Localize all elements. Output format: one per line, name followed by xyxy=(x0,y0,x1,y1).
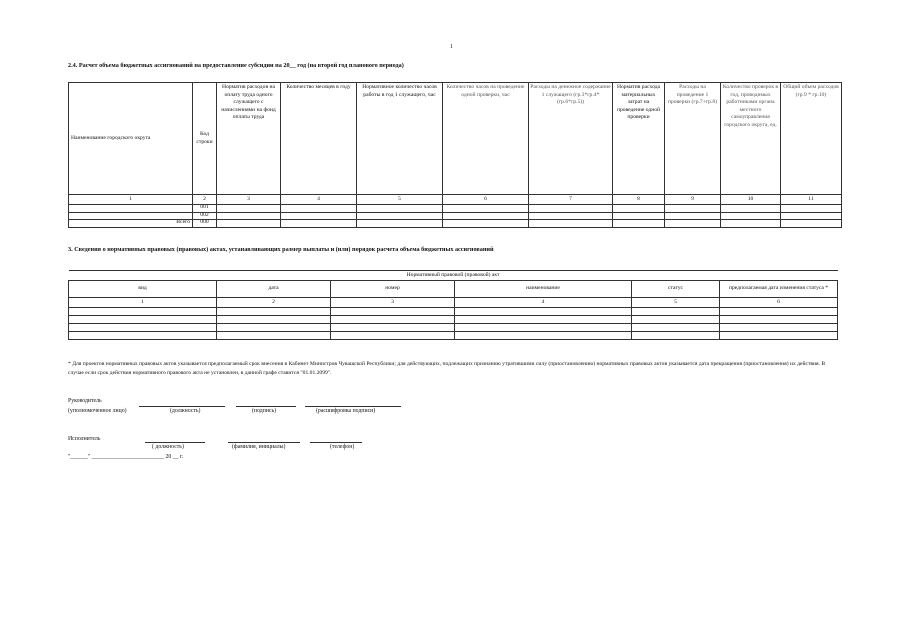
executor-label: Исполнитель xyxy=(68,436,101,442)
executor-caption-phone: (телефон) xyxy=(330,444,355,450)
table-row xyxy=(69,212,842,220)
col-number: 4 xyxy=(455,298,632,308)
table-cell[interactable] xyxy=(720,308,838,316)
table-cell[interactable] xyxy=(217,324,331,332)
table-cell[interactable] xyxy=(781,205,842,213)
executor-position-line[interactable] xyxy=(145,442,205,443)
header-col-4: Количество месяцев в году xyxy=(281,83,357,195)
table-cell[interactable] xyxy=(217,205,281,213)
head-caption-signature: (подпись) xyxy=(252,408,277,414)
column-number-row xyxy=(69,195,842,205)
col-number: 2 xyxy=(193,195,217,205)
row-label xyxy=(69,205,193,213)
executor-caption-name: (фамилия, инициалы) xyxy=(232,444,286,450)
legal-acts-table xyxy=(68,270,838,340)
table-header-row xyxy=(69,281,838,298)
table-cell[interactable] xyxy=(443,212,529,220)
col-number: 11 xyxy=(781,195,842,205)
table-cell[interactable] xyxy=(665,205,721,213)
table-cell[interactable] xyxy=(357,205,443,213)
row-code: 000 xyxy=(193,220,217,228)
head-name-line[interactable] xyxy=(305,406,401,407)
table-cell[interactable] xyxy=(632,332,720,340)
table-cell[interactable] xyxy=(632,308,720,316)
table-cell[interactable] xyxy=(529,220,613,228)
table-cell[interactable] xyxy=(720,316,838,324)
table-header-row xyxy=(69,83,842,195)
table-cell[interactable] xyxy=(665,220,721,228)
header-col-10: Количество проверок в год, проводимых работниками органа местного самоуправления городского округа, ед. xyxy=(721,83,781,195)
table-cell[interactable] xyxy=(281,220,357,228)
group-header: Нормативный правовой (правовой) акт xyxy=(69,271,838,281)
col-number: 6 xyxy=(720,298,838,308)
table-cell[interactable] xyxy=(781,212,842,220)
table-cell[interactable] xyxy=(281,212,357,220)
table-cell[interactable] xyxy=(455,324,632,332)
table-cell[interactable] xyxy=(69,332,217,340)
header-col-9: Расходы на проведение 1 проверки (гр.7+гр.8) xyxy=(665,83,721,195)
row-label xyxy=(69,212,193,220)
table-cell[interactable] xyxy=(613,205,665,213)
table-cell[interactable] xyxy=(721,212,781,220)
table-cell[interactable] xyxy=(455,316,632,324)
table-cell[interactable] xyxy=(613,212,665,220)
table-cell[interactable] xyxy=(781,220,842,228)
header-status: статус xyxy=(632,281,720,298)
table-cell[interactable] xyxy=(613,220,665,228)
group-header-row xyxy=(69,271,838,281)
header-line-code: Код строки xyxy=(193,83,217,195)
col-number: 5 xyxy=(357,195,443,205)
table-cell[interactable] xyxy=(331,332,455,340)
table-cell[interactable] xyxy=(665,212,721,220)
table-cell[interactable] xyxy=(443,205,529,213)
col-number: 1 xyxy=(69,298,217,308)
header-status-change-date: предполагаемая дата изменения статуса * xyxy=(720,281,838,298)
header-title: наименование xyxy=(455,281,632,298)
col-number: 5 xyxy=(632,298,720,308)
table-cell[interactable] xyxy=(69,324,217,332)
head-caption-authorized: (уполномоченное лицо) xyxy=(68,408,127,414)
table-cell[interactable] xyxy=(357,220,443,228)
table-cell[interactable] xyxy=(69,316,217,324)
col-number: 9 xyxy=(665,195,721,205)
col-number: 3 xyxy=(217,195,281,205)
table-cell[interactable] xyxy=(217,332,331,340)
table-cell[interactable] xyxy=(632,316,720,324)
table-cell[interactable] xyxy=(721,205,781,213)
header-col-11: Общий объем расходов (гр.9 * гр.10) xyxy=(781,83,842,195)
executor-caption-position: ( должность) xyxy=(152,444,184,450)
head-caption-name: (расшифровка подписи) xyxy=(316,408,376,414)
table-cell[interactable] xyxy=(217,220,281,228)
page-number: 1 xyxy=(450,44,453,50)
subsidy-calculation-table xyxy=(68,82,842,228)
table-row xyxy=(69,308,838,316)
table-cell[interactable] xyxy=(720,332,838,340)
col-number: 4 xyxy=(281,195,357,205)
col-number: 7 xyxy=(529,195,613,205)
head-position-line[interactable] xyxy=(139,406,225,407)
table-cell[interactable] xyxy=(529,205,613,213)
table-cell[interactable] xyxy=(529,212,613,220)
col-number: 2 xyxy=(217,298,331,308)
table-cell[interactable] xyxy=(455,308,632,316)
row-code: 002 xyxy=(193,212,217,220)
col-number: 6 xyxy=(443,195,529,205)
table-cell[interactable] xyxy=(331,308,455,316)
head-signature-line[interactable] xyxy=(236,406,296,407)
table-cell[interactable] xyxy=(632,324,720,332)
executor-name-line[interactable] xyxy=(228,442,300,443)
table-cell[interactable] xyxy=(443,220,529,228)
head-caption-position: (должность) xyxy=(170,408,201,414)
header-col-7: Расходы на денежное содержание 1 служащего (гр.3*гр.4*(гр.6*гр.5)) xyxy=(529,83,613,195)
date-line[interactable]: "______" _________________________ 20 __ г. xyxy=(68,454,184,460)
row-label-total: Всего xyxy=(69,220,193,228)
header-district-name: Наименование городского округа xyxy=(69,83,193,195)
header-col-6: Количество часов на проведение одной проверки, час xyxy=(443,83,529,195)
table-cell[interactable] xyxy=(455,332,632,340)
header-number: номер xyxy=(331,281,455,298)
table-cell[interactable] xyxy=(281,205,357,213)
table-row xyxy=(69,324,838,332)
table-cell[interactable] xyxy=(331,324,455,332)
header-col-3: Норматив расходов на оплату труда одного служащего с начислениями на фонд оплаты труда xyxy=(217,83,281,195)
table-row xyxy=(69,205,842,213)
header-col-5: Нормативное количество часов работы в год 1 служащего, час xyxy=(357,83,443,195)
col-number: 8 xyxy=(613,195,665,205)
header-date: дата xyxy=(217,281,331,298)
table-cell[interactable] xyxy=(357,212,443,220)
row-code: 001 xyxy=(193,205,217,213)
table-cell[interactable] xyxy=(217,308,331,316)
table-cell[interactable] xyxy=(331,316,455,324)
table-cell[interactable] xyxy=(217,316,331,324)
col-number: 10 xyxy=(721,195,781,205)
col-number: 1 xyxy=(69,195,193,205)
table-row-total xyxy=(69,220,842,228)
table-cell[interactable] xyxy=(720,324,838,332)
header-kind: вид xyxy=(69,281,217,298)
header-col-8: Норматив расхода материальных затрат на проведение одной проверки xyxy=(613,83,665,195)
column-number-row xyxy=(69,298,838,308)
table-row xyxy=(69,332,838,340)
table-row xyxy=(69,316,838,324)
table-cell[interactable] xyxy=(217,212,281,220)
table-cell[interactable] xyxy=(721,220,781,228)
section-2-4-title: 2.4. Расчет объема бюджетных ассигнований на предоставление субсидии на 20__ год (на второй год планового периода) xyxy=(68,62,404,69)
table-cell[interactable] xyxy=(69,308,217,316)
head-label: Руководитель xyxy=(68,398,102,404)
executor-phone-line[interactable] xyxy=(310,442,362,443)
col-number: 3 xyxy=(331,298,455,308)
section-3-title: 3. Сведения о нормативных правовых (правовых) актах, устанавливающих размер выплаты и (или) порядок расчета объема бюджетных ассигнований xyxy=(68,246,494,253)
footnote: * Для проектов нормативных правовых актов указывается предполагаемый срок внесения в Кабинет Министров Чувашской Республики; для действующих, подлежащих признанию утратившими силу (приостановлению) нормативных правовых актов указывается дата прекращения (приостановления) их действия. В случае если срок действия нормативного правового акта не установлен, в данной графе ставится "01.01.2099". xyxy=(68,361,826,376)
